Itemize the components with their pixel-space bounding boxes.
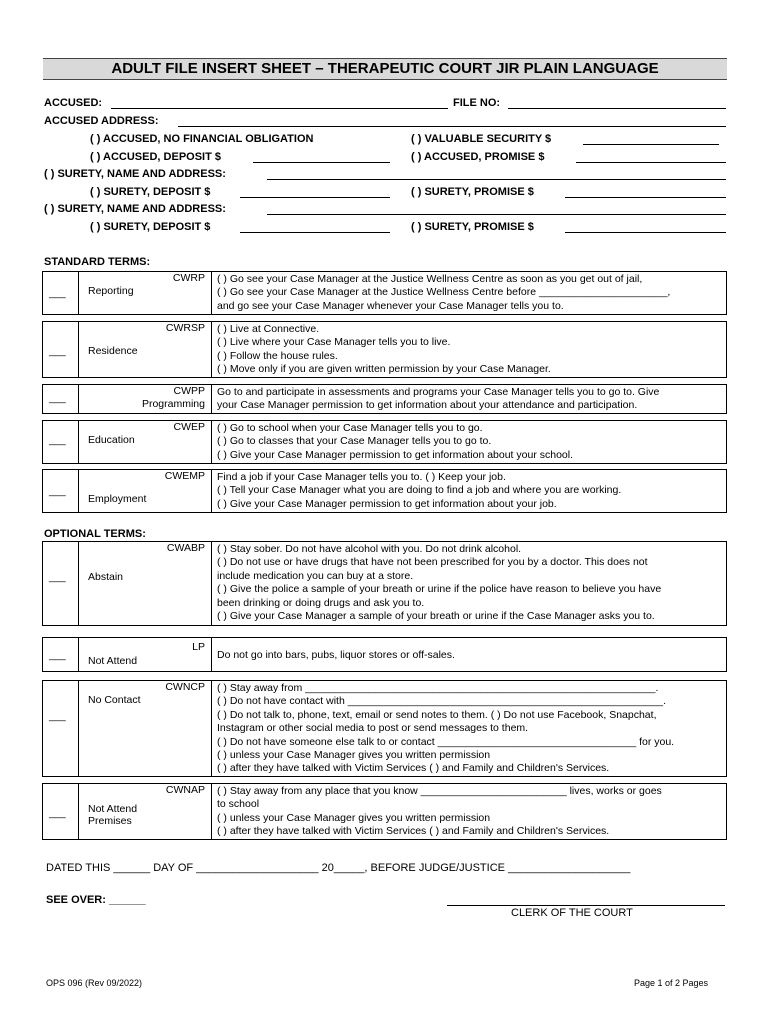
term-residence: [42, 321, 727, 378]
term-code: CWNAP: [165, 784, 205, 796]
surety-name-1-field[interactable]: [267, 179, 726, 180]
term-education-check[interactable]: ___: [49, 435, 66, 446]
term-code: CWRP: [172, 272, 205, 284]
term-line: Instagram or other social media to post or send messages to them.: [217, 722, 529, 735]
term-code: LP: [192, 641, 205, 653]
term-line: ( ) Give your Case Manager permission to get information about your job.: [217, 497, 557, 510]
surety-deposit-1-field[interactable]: [240, 197, 390, 198]
accused-promise-option[interactable]: ( ) ACCUSED, PROMISE $: [411, 151, 545, 163]
valuable-security-option[interactable]: ( ) VALUABLE SECURITY $: [411, 133, 552, 145]
term-programming-check[interactable]: ___: [49, 393, 66, 404]
term-line: been drinking or doing drugs and ask you to.: [217, 596, 425, 609]
term-line: ( ) Live at Connective.: [217, 323, 320, 335]
page-title: ADULT FILE INSERT SHEET – THERAPEUTIC COURT JIR PLAIN LANGUAGE: [43, 58, 727, 80]
term-line: ( ) Move only if you are given written permission by your Case Manager.: [217, 363, 551, 376]
clerk-signature-line[interactable]: [447, 905, 725, 906]
accused-field[interactable]: [111, 108, 448, 109]
surety-promise-2-option[interactable]: ( ) SURETY, PROMISE $: [411, 221, 534, 233]
term-line: and go see your Case Manager whenever your Case Manager tells you to.: [217, 299, 564, 312]
term-line: Do not go into bars, pubs, liquor stores or off-sales.: [217, 649, 455, 661]
term-line: ( ) Go to school when your Case Manager tells you to go.: [217, 422, 483, 434]
term-label: Not Attend: [88, 655, 138, 667]
accused-deposit-option[interactable]: ( ) ACCUSED, DEPOSIT $: [90, 151, 221, 163]
clerk-label: CLERK OF THE COURT: [511, 907, 633, 919]
term-label: Premises: [88, 815, 132, 827]
term-line: ( ) Follow the house rules.: [217, 349, 338, 362]
see-over[interactable]: SEE OVER: ______: [46, 894, 146, 906]
term-line: your Case Manager permission to get information about your attendance and participation.: [217, 399, 638, 412]
term-reporting: [42, 271, 727, 315]
term-line: ( ) unless your Case Manager gives you written permission: [217, 749, 491, 762]
accused-address-label: ACCUSED ADDRESS:: [44, 115, 159, 127]
term-code: CWRSP: [165, 322, 205, 334]
term-line: ( ) Give the police a sample of your breath or urine if the police have reason to believe you have: [217, 583, 662, 596]
term-line: ( ) Tell your Case Manager what you are doing to find a job and where you are working.: [217, 484, 622, 497]
term-label: No Contact: [88, 694, 141, 706]
term-line: ( ) Do not use or have drugs that have not been prescribed for you by a doctor. This does not: [217, 556, 648, 569]
form-id: OPS 096 (Rev 09/2022): [46, 978, 143, 988]
term-line: ( ) after they have talked with Victim Services ( ) and Family and Children's Services.: [217, 762, 610, 775]
term-line: to school: [217, 798, 260, 811]
surety-name-2-field[interactable]: [267, 214, 726, 215]
page-number: Page 1 of 2 Pages: [634, 978, 709, 988]
standard-terms-heading: STANDARD TERMS:: [44, 256, 151, 268]
term-code: CWNCP: [165, 681, 205, 693]
term-line: ( ) Do not have contact with ______________________________________________________.: [217, 695, 666, 708]
term-code: CWPP: [173, 385, 205, 397]
term-residence-check[interactable]: ___: [49, 346, 66, 357]
term-line: ( ) after they have talked with Victim Services ( ) and Family and Children's Services.: [217, 825, 610, 838]
term-label: Education: [88, 434, 135, 446]
no-financial-option[interactable]: ( ) ACCUSED, NO FINANCIAL OBLIGATION: [90, 133, 314, 145]
file-no-label: FILE NO:: [453, 97, 501, 109]
term-employment: [42, 469, 727, 513]
term-line: ( ) Go see your Case Manager at the Justice Wellness Centre as soon as you get out of jail,: [217, 273, 643, 285]
surety-deposit-2-field[interactable]: [240, 232, 390, 233]
term-label: Reporting: [88, 285, 134, 297]
term-line: include medication you can buy at a store.: [217, 569, 414, 582]
optional-terms-heading: OPTIONAL TERMS:: [44, 528, 146, 540]
term-no-contact: [42, 680, 727, 777]
dated-line[interactable]: DATED THIS ______ DAY OF ____________________ 20_____, BEFORE JUDGE/JUSTICE ____________________: [46, 862, 631, 874]
term-line: Go to and participate in assessments and programs your Case Manager tells you to go to. Give: [217, 386, 660, 398]
surety-name-1-option[interactable]: ( ) SURETY, NAME AND ADDRESS:: [44, 168, 226, 180]
valuable-security-field[interactable]: [583, 144, 719, 145]
term-line: ( ) Do not have someone else talk to or contact __________________________________ for you.: [217, 735, 675, 748]
term-not-attend: [42, 637, 727, 672]
term-label: Programming: [141, 398, 205, 410]
accused-promise-field[interactable]: [576, 162, 726, 163]
term-line: ( ) Give your Case Manager permission to get information about your school.: [217, 448, 574, 461]
term-education: [42, 420, 727, 464]
term-programming: [42, 384, 727, 414]
surety-deposit-1-option[interactable]: ( ) SURETY, DEPOSIT $: [90, 186, 211, 198]
term-employment-check[interactable]: ___: [49, 486, 66, 497]
term-line: Find a job if your Case Manager tells you to. ( ) Keep your job.: [217, 471, 506, 483]
term-reporting-check[interactable]: ___: [49, 288, 66, 299]
accused-label: ACCUSED:: [44, 97, 103, 109]
term-line: ( ) Stay away from ____________________________________________________________.: [217, 682, 659, 694]
term-line: ( ) Stay sober. Do not have alcohol with you. Do not drink alcohol.: [217, 543, 522, 555]
term-not-attend-premises: [42, 783, 727, 840]
term-abstain-check[interactable]: ___: [49, 572, 66, 583]
term-not-attend-check[interactable]: ___: [49, 650, 66, 661]
accused-address-field[interactable]: [178, 126, 726, 127]
term-abstain: [42, 541, 727, 626]
term-line: ( ) Go see your Case Manager at the Justice Wellness Centre before ______________________,: [217, 286, 671, 299]
term-no-contact-check[interactable]: ___: [49, 711, 66, 722]
term-code: CWABP: [166, 542, 205, 554]
surety-deposit-2-option[interactable]: ( ) SURETY, DEPOSIT $: [90, 221, 211, 233]
term-line: ( ) Go to classes that your Case Manager tells you to go to.: [217, 435, 492, 448]
surety-promise-2-field[interactable]: [565, 232, 726, 233]
term-line: ( ) Give your Case Manager a sample of your breath or urine if the Case Manager asks you to.: [217, 610, 655, 623]
term-label: Employment: [88, 493, 147, 505]
term-line: ( ) Live where your Case Manager tells you to live.: [217, 336, 451, 349]
term-line: ( ) Stay away from any place that you know _________________________ lives, works or goes: [217, 785, 662, 797]
surety-name-2-option[interactable]: ( ) SURETY, NAME AND ADDRESS:: [44, 203, 226, 215]
term-code: CWEP: [173, 421, 205, 433]
term-label: Abstain: [88, 571, 124, 583]
term-code: CWEMP: [164, 470, 205, 482]
term-label: Not Attend: [88, 803, 138, 815]
surety-promise-1-field[interactable]: [565, 197, 726, 198]
accused-deposit-field[interactable]: [253, 162, 390, 163]
file-no-field[interactable]: [508, 108, 726, 109]
term-line: ( ) unless your Case Manager gives you written permission: [217, 811, 491, 824]
term-label: Residence: [88, 345, 138, 357]
surety-promise-1-option[interactable]: ( ) SURETY, PROMISE $: [411, 186, 534, 198]
term-not-attend-premises-check[interactable]: ___: [49, 808, 66, 819]
term-line: ( ) Do not talk to, phone, text, email or send notes to them. ( ) Do not use Facebook, Snapchat,: [217, 708, 657, 721]
